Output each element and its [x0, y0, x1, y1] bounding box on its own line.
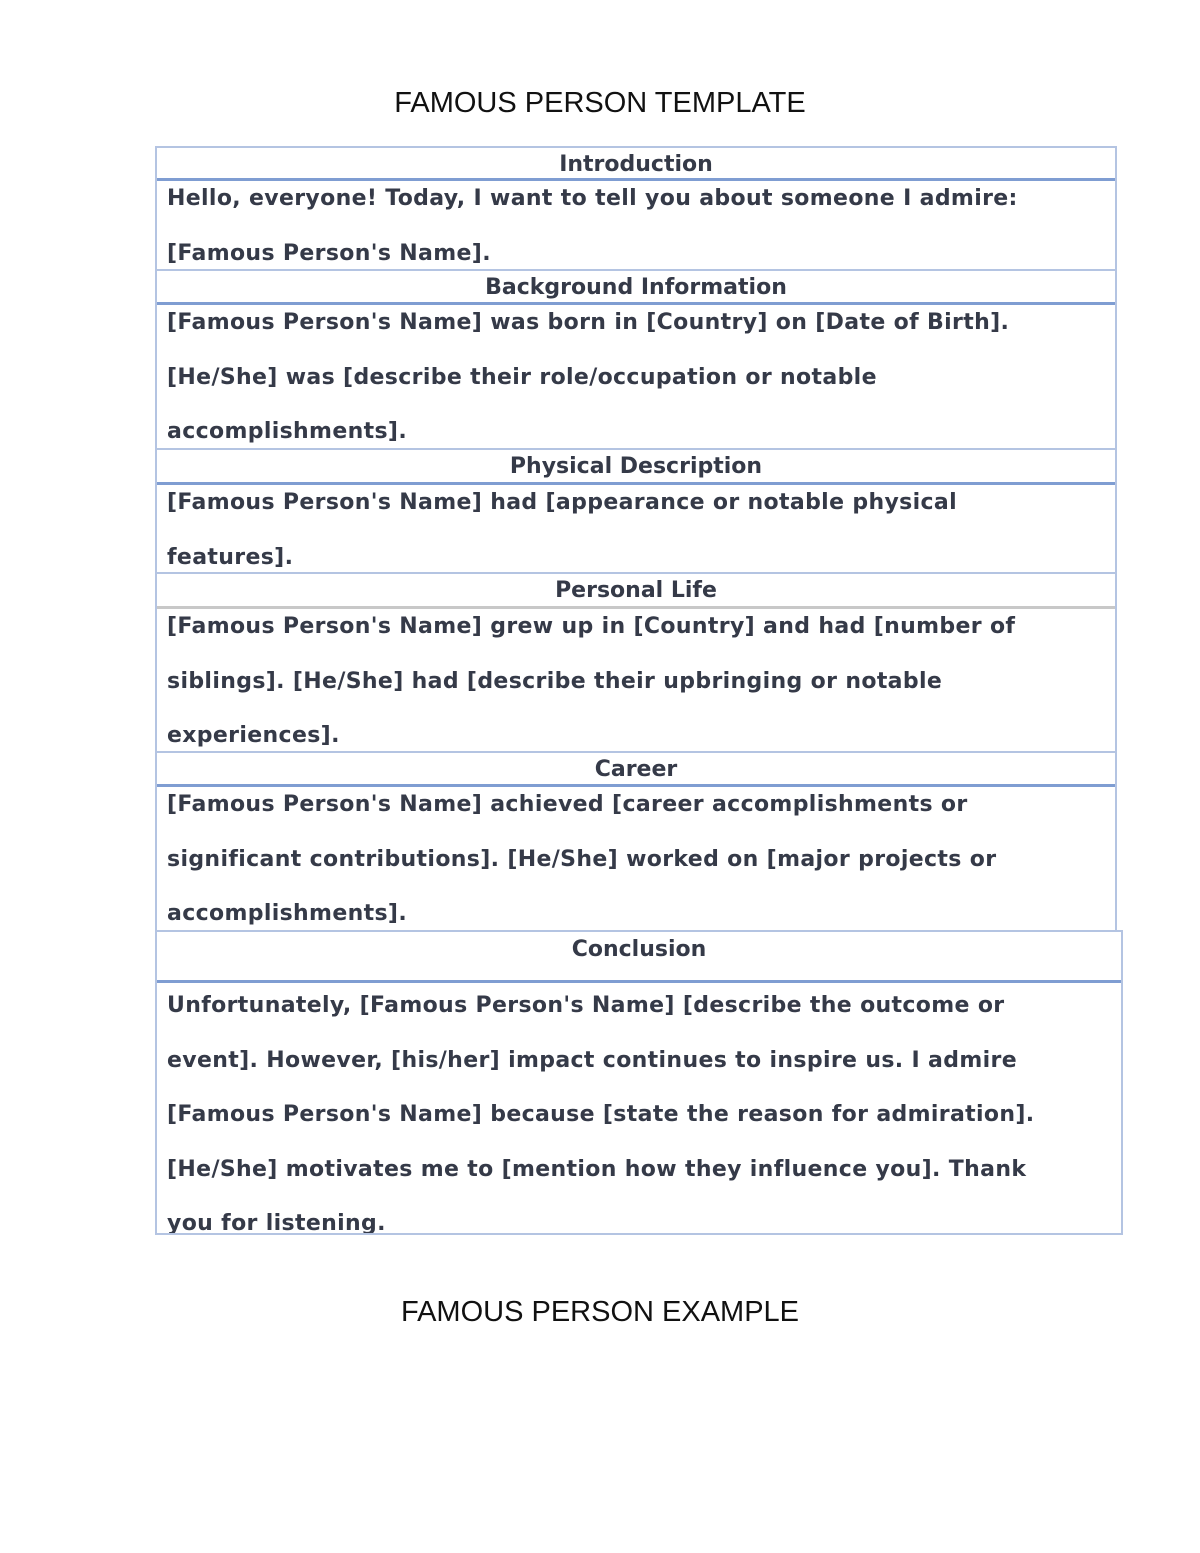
section-body: [157, 787, 1115, 930]
body-line: [Famous Person's Name] achieved [career accomplishments or: [167, 792, 968, 817]
body-line: event]. However, [his/her] impact continues to inspire us. I admire: [167, 1047, 1017, 1073]
body-line: Hello, everyone! Today, I want to tell you about someone I admire:: [167, 186, 1018, 211]
section-heading: Introduction: [157, 146, 1115, 181]
example-title: FAMOUS PERSON EXAMPLE: [400, 1296, 800, 1328]
section-heading: Personal Life: [157, 572, 1115, 609]
body-line: [Famous Person's Name] grew up in [Country] and had [number of: [167, 614, 1016, 639]
section-background-information: [155, 269, 1117, 448]
body-line: [Famous Person's Name] because [state the reason for admiration].: [167, 1102, 1035, 1127]
section-conclusion: [155, 930, 1123, 1235]
body-line: accomplishments].: [167, 419, 408, 444]
body-line: features].: [167, 544, 294, 570]
section-heading: Conclusion: [157, 930, 1121, 983]
template-table: [155, 146, 1117, 1235]
template-title: FAMOUS PERSON TEMPLATE: [394, 87, 806, 119]
section-body: [157, 485, 1115, 572]
body-line: [He/She] was [describe their role/occupation or notable: [167, 364, 877, 390]
section-introduction: [155, 146, 1117, 269]
section-heading: Career: [157, 751, 1115, 787]
section-physical-description: [155, 448, 1117, 572]
body-line: [Famous Person's Name] had [appearance or notable physical: [167, 490, 957, 515]
section-body: [157, 983, 1121, 1233]
body-line: siblings]. [He/She] had [describe their upbringing or notable: [167, 668, 943, 694]
section-heading: Physical Description: [157, 448, 1115, 485]
section-personal-life: [155, 572, 1117, 751]
body-line: [Famous Person's Name] was born in [Country] on [Date of Birth].: [167, 310, 1010, 335]
section-heading: Background Information: [157, 269, 1115, 305]
section-body: [157, 609, 1115, 751]
section-body: [157, 305, 1115, 448]
body-line: Unfortunately, [Famous Person's Name] [describe the outcome or: [167, 993, 1005, 1018]
body-line: [He/She] motivates me to [mention how they influence you]. Thank: [167, 1156, 1027, 1182]
section-body: [157, 181, 1115, 269]
body-line: you for listening.: [167, 1211, 386, 1233]
body-line: experiences].: [167, 723, 340, 748]
section-career: [155, 751, 1117, 930]
body-line: [Famous Person's Name].: [167, 240, 491, 266]
body-line: accomplishments].: [167, 901, 408, 926]
body-line: significant contributions]. [He/She] worked on [major projects or: [167, 846, 997, 872]
